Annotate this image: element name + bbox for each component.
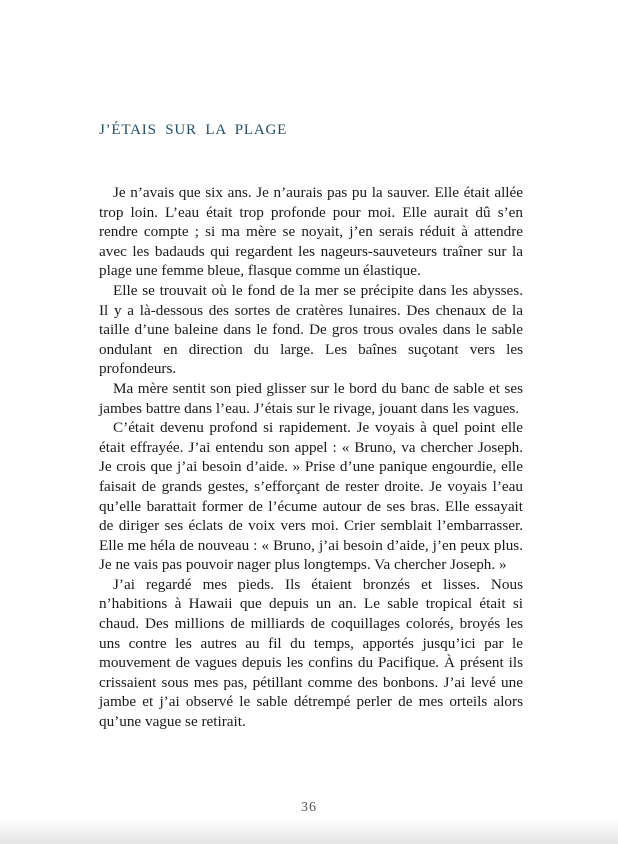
page-number: 36 <box>301 800 317 815</box>
page-bottom-shadow <box>0 818 618 844</box>
body-text <box>99 183 523 732</box>
paragraph: J’ai regardé mes pieds. Ils étaient bronzés et lisses. Nous n’habitions à Hawaii que depuis un an. Le sable tropical était si chaud. Des millions de milliards de coquillages colorés, broyés les uns contre les autres au fil du temps, apportés jusqu’ici par le mouvement de vagues depuis les confins du Pacifique. À présent ils crissaient sous mes pas, pétillant comme des bonbons. J’ai levé une jambe et j’ai observé le sable détrempé perler de mes orteils alors qu’une vague se retirait. <box>99 575 523 731</box>
paragraph: C’était devenu profond si rapidement. Je voyais à quel point elle était effrayée. J’ai entendu son appel : « Bruno, va chercher Joseph. Je crois que j’ai besoin d’aide. » Prise d’une panique engourdie, elle faisait de grands gestes, s’efforçant de rester droite. Je voyais l’eau qu’elle barattait former de l’écume autour de ses bras. Elle essayait de diriger ses éclats de voix vers moi. Crier semblait l’embarrasser. Elle me héla de nouveau : « Bruno, j’ai besoin d’aide, j’en peux plus. Je ne vais pas pouvoir nager plus longtemps. Va chercher Joseph. » <box>99 419 523 574</box>
paragraph: Ma mère sentit son pied glisser sur le bord du banc de sable et ses jambes battre dans l’eau. J’étais sur le rivage, jouant dans les vagues. <box>99 379 523 417</box>
chapter-title: J’ÉTAIS SUR LA PLAGE <box>99 122 288 138</box>
paragraph: Elle se trouvait où le fond de la mer se précipite dans les abysses. Il y a là-dessous des sortes de cratères lunaires. Des chenaux de la taille d’une baleine dans le fond. De gros trous ovales dans le sable ondulant en direction du large. Les baînes suçotant vers les profondeurs. <box>99 281 523 378</box>
paragraph: Je n’avais que six ans. Je n’aurais pas pu la sauver. Elle était allée trop loin. L’eau était trop profonde pour moi. Elle aurait dû s’en rendre compte ; si ma mère se noyait, j’en serais réduit à attendre avec les badauds qui regardent les nageurs-sauveteurs traîner sur la plage une femme bleue, flasque comme un élastique. <box>99 184 523 280</box>
